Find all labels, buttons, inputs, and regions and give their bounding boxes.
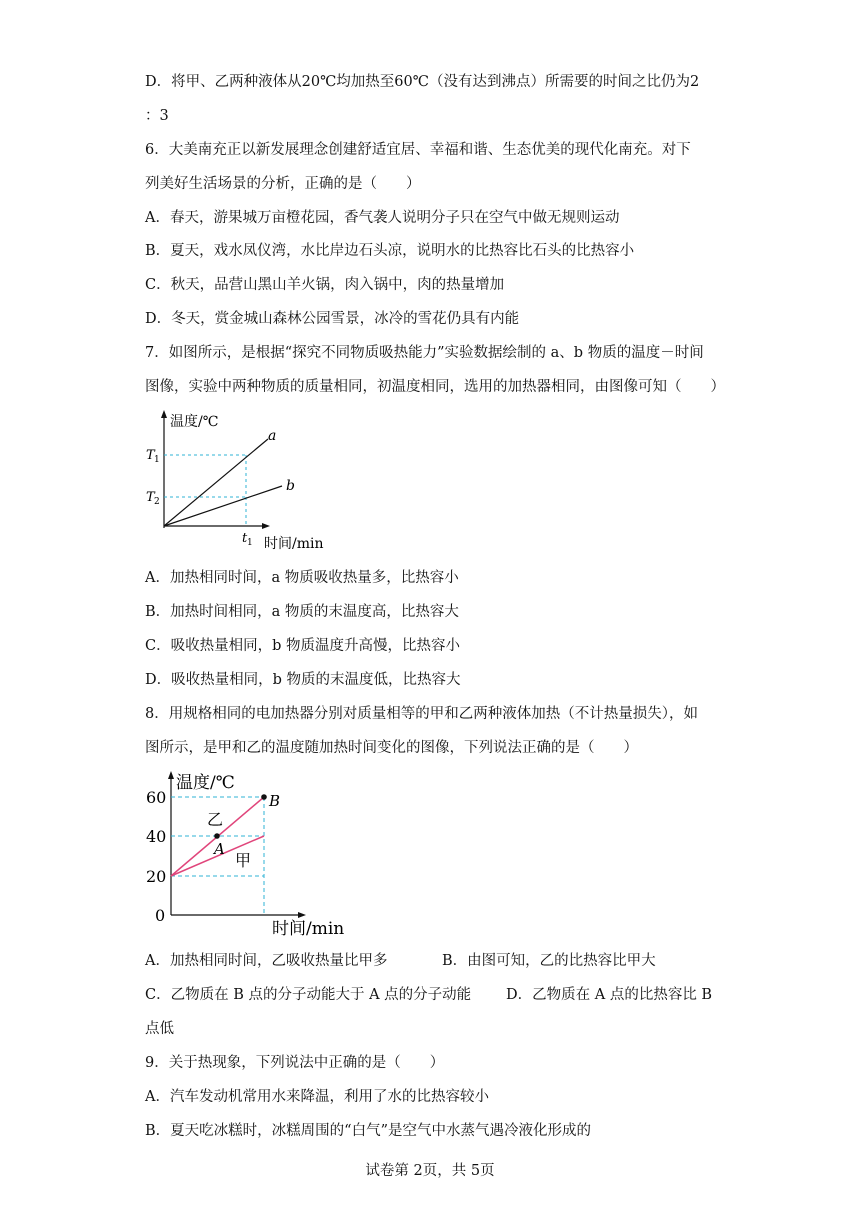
q8-option-b: B．由图可知，乙的比热容比甲大 [442,953,656,969]
q8-point-a [214,833,220,839]
q7-label-a: a [268,428,277,444]
q8-tick-60: 60 [146,788,167,807]
q8-option-d-line1: D．乙物质在 A 点的比热容比 B [506,987,713,1003]
q5-option-d-line2: ：3 [145,108,169,124]
q7-tick-t1-sub: 1 [247,538,253,548]
q8-option-a: A．加热相同时间，乙吸收热量比甲多 [145,953,388,969]
q7-figure [140,408,340,556]
q8-stem-line1: 8．用规格相同的电加热器分别对质量相等的甲和乙两种液体加热（不计热量损失），如 [145,706,698,722]
q6-option-b: B．夏天，戏水凤仪湾，水比岸边石头凉，说明水的比热容比石头的比热容小 [145,243,635,259]
q7-tick-t1: t [242,531,248,546]
q9-option-a: A．汽车发动机常用水来降温，利用了水的比热容较小 [145,1089,489,1105]
q7-y-arrow [161,410,167,418]
q6-stem-line2: 列美好生活场景的分析，正确的是（ ） [145,176,421,192]
q7-label-b: b [286,478,295,494]
q8-label-point-a: A [214,840,225,858]
q8-stem-line2: 图所示，是甲和乙的温度随加热时间变化的图像，下列说法正确的是（ ） [145,740,638,756]
q7-x-label: 时间/min [264,536,324,552]
q9-stem: 9．关于热现象，下列说法中正确的是（ ） [145,1055,445,1071]
q8-option-c: C．乙物质在 B 点的分子动能大于 A 点的分子动能 [145,987,472,1003]
q5-option-d-line1: D．将甲、乙两种液体从20℃均加热至60℃（没有达到沸点）所需要的时间之比仍为2 [145,74,700,90]
q6-option-a: A．春天，游果城万亩橙花园，香气袭人说明分子只在空气中做无规则运动 [145,210,620,226]
q8-y-arrow [168,771,174,779]
q7-line-b [164,486,282,526]
q9-option-b: B．夏天吃冰糕时，冰糕周围的“白气”是空气中水蒸气遇冷液化形成的 [145,1123,591,1139]
q8-x-arrow [298,912,306,918]
q7-option-d: D．吸收热量相同，b 物质的末温度低，比热容大 [145,672,461,688]
q8-tick-0: 0 [155,906,166,925]
q8-point-b [261,794,267,800]
q6-option-d: D．冬天，赏金城山森林公园雪景，冰冷的雪花仍具有内能 [145,311,520,327]
q7-option-b: B．加热时间相同，a 物质的末温度高，比热容大 [145,604,459,620]
q7-stem-line2: 图像，实验中两种物质的质量相同，初温度相同，选用的加热器相同，由图像可知（ ） [145,379,725,395]
q8-label-jia: 甲 [235,851,252,870]
q7-tick-T2-sub: 2 [154,497,160,507]
q7-tick-T1: T [146,448,155,463]
q8-label-point-b: B [269,792,281,810]
q7-option-a: A．加热相同时间，a 物质吸收热量多，比热容小 [145,570,459,586]
q7-tick-T2: T [146,490,155,505]
q7-tick-T1-sub: 1 [154,455,160,465]
q6-option-c: C．秋天，品营山黑山羊火锅，肉入锅中，肉的热量增加 [145,277,505,293]
q7-x-arrow [262,523,270,529]
q7-stem-line1: 7．如图所示，是根据“探究不同物质吸热能力”实验数据绘制的 a、b 物质的温度－时间 [145,345,704,361]
q8-tick-40: 40 [146,827,167,846]
q8-x-label: 时间/min [272,919,345,939]
q7-y-label: 温度/℃ [170,414,219,430]
page-footer: 试卷第 2页，共 5页 [365,1163,495,1179]
q8-y-label: 温度/℃ [176,773,235,793]
q6-stem-line1: 6．大美南充正以新发展理念创建舒适宜居、幸福和谐、生态优美的现代化南充。对下 [145,142,691,158]
q8-label-yi: 乙 [207,810,224,829]
q8-tick-20: 20 [146,867,167,886]
q8-option-d-line2: 点低 [145,1021,174,1037]
q7-option-c: C．吸收热量相同，b 物质温度升高慢，比热容小 [145,638,460,654]
q8-figure [140,768,360,944]
q7-line-a [164,439,268,526]
